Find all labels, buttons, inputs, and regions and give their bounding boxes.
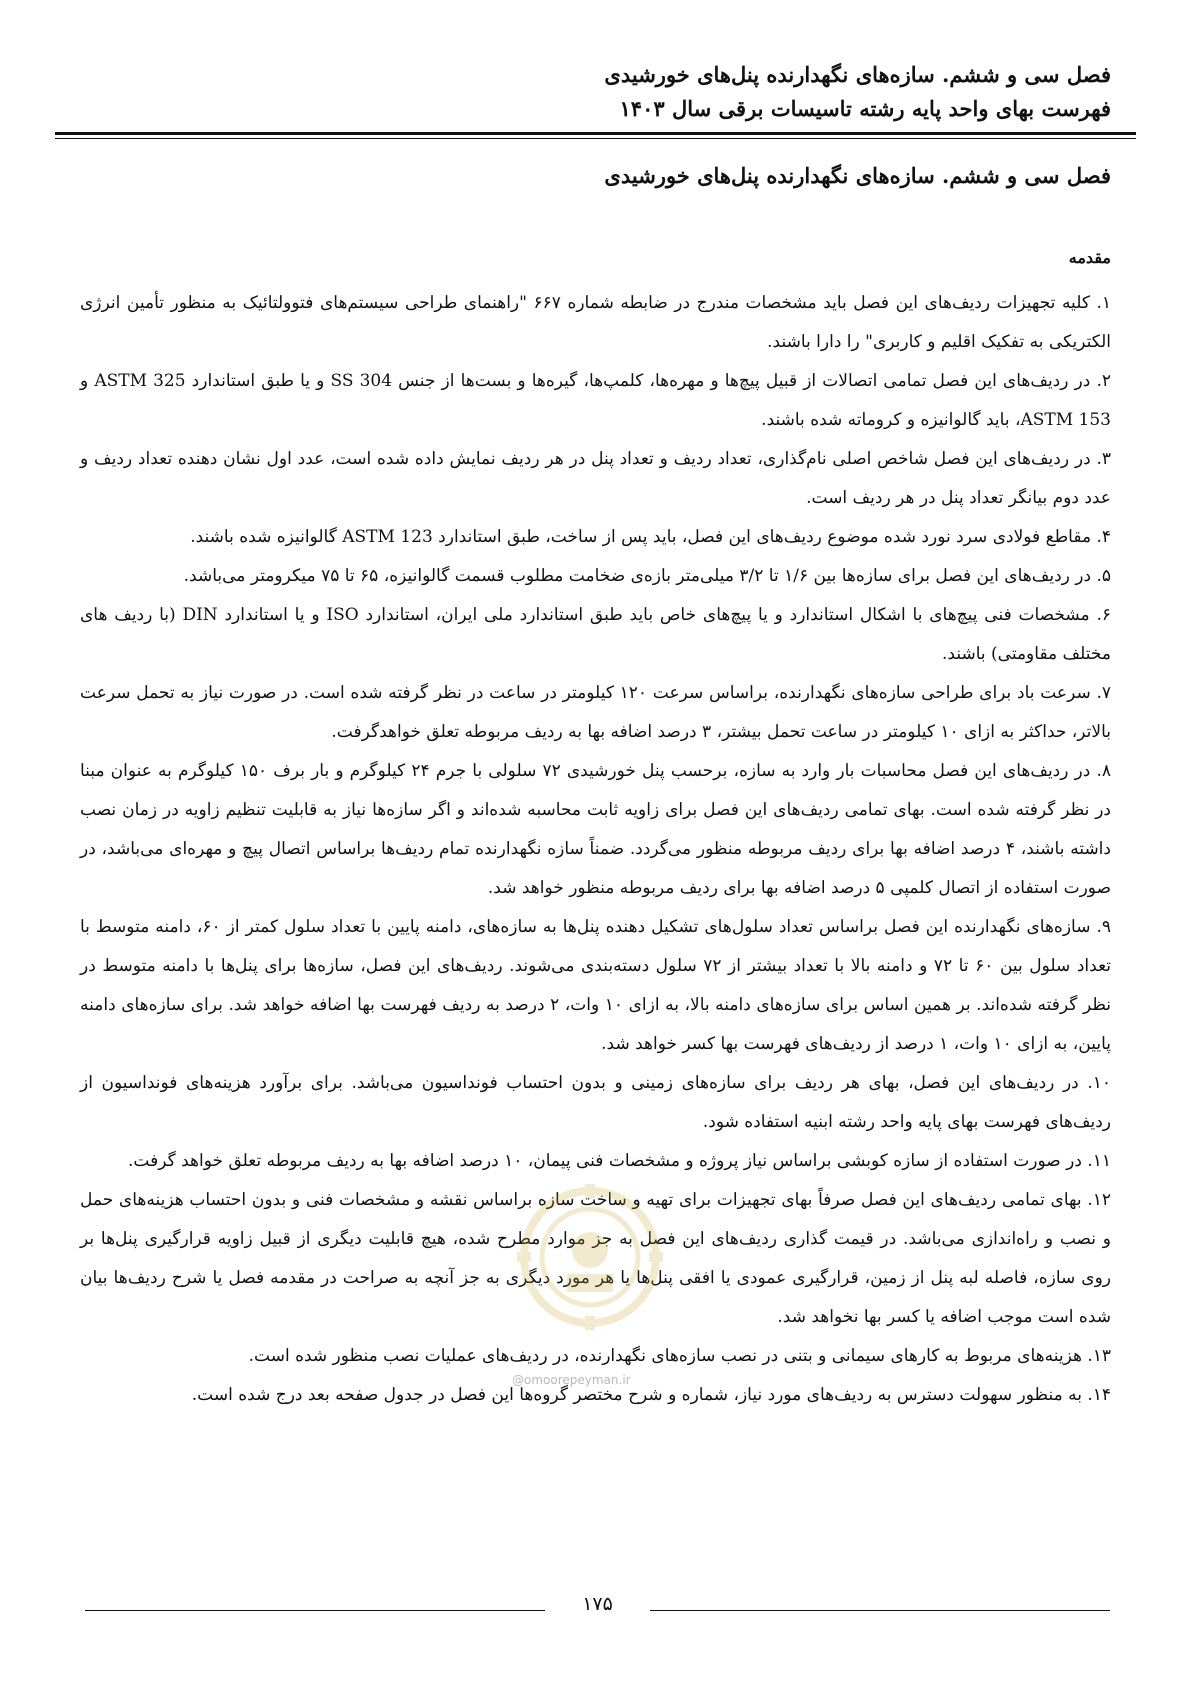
header-rule-thick	[55, 132, 1136, 135]
chapter-title: فصل سی و ششم. سازه‌های نگهدارنده پنل‌های خورشیدی	[604, 163, 1111, 188]
footer-rule-left	[85, 1610, 545, 1611]
paragraph-6: ۶. مشخصات فنی پیچ‌های با اشکال استاندارد و یا پیچ‌های خاص باید طبق استاندارد ملی ایران، استاندارد ISO و یا استاندارد DIN (با ردیف های مختلف مقاومتی) باشند.	[80, 605, 1111, 664]
header-book-line: فهرست بهای واحد پایه رشته تاسیسات برقی سال ۱۴۰۳	[619, 96, 1111, 121]
paragraph-12: ۱۲. بهای تمامی ردیف‌های این فصل صرفاً بهای تجهیزات برای تهیه و ساخت سازه براساس نقشه و مشخصات فنی و بدون احتساب هزینه‌های حمل و نصب و راه‌اندازی می‌باشد. در قیمت گذاری ردیف‌های این فصل به جز موارد مطرح شده، هیچ قابلیت دیگری از قبیل زاویه قرارگیری پنل‌ها بر روی سازه، فاصله لبه پنل از زمین، قرارگیری عمودی یا افقی پنل‌ها یا هر مورد دیگری به جز آنچه به صراحت در مقدمه فصل یا شرح ردیف‌ها بیان شده است موجب اضافه یا کسر بها نخواهد شد.	[80, 1190, 1111, 1327]
paragraph-2: ۲. در ردیف‌های این فصل تمامی اتصالات از قبیل پیچ‌ها و مهره‌ها، کلمپ‌ها، گیره‌ها و بست‌ها از جنس SS 304 و یا طبق استاندارد ASTM 325 و ASTM 153، باید گالوانیزه و کروماته شده باشند.	[80, 371, 1111, 430]
page-number: ۱۷۵	[582, 1593, 613, 1615]
body-content	[80, 284, 1111, 1415]
paragraph-5: ۵. در ردیف‌های این فصل برای سازه‌ها بین ۱/۶ تا ۳/۲ میلی‌متر بازه‌ی ضخامت مطلوب قسمت گالوانیزه، ۶۵ تا ۷۵ میکرومتر می‌باشد.	[183, 566, 1111, 586]
running-header	[79, 58, 1111, 126]
paragraph-14: ۱۴. به منظور سهولت دسترس به ردیف‌های مورد نیاز، شماره و شرح مختصر گروه‌ها این فصل در جدول صفحه بعد درج شده است.	[191, 1385, 1111, 1405]
paragraph-7: ۷. سرعت باد برای طراحی سازه‌های نگهدارنده، براساس سرعت ۱۲۰ کیلومتر در ساعت در نظر گرفته شده است. در صورت نیاز به تحمل سرعت بالاتر، حداکثر به ازای ۱۰ کیلومتر در ساعت تحمل بیشتر، ۳ درصد اضافه بها به ردیف مربوطه تعلق خواهدگرفت.	[80, 683, 1111, 742]
paragraph-13: ۱۳. هزینه‌های مربوط به کارهای سیمانی و بتنی در نصب سازه‌های نگهدارنده، در ردیف‌های عملیات نصب منظور شده است.	[248, 1346, 1111, 1366]
paragraph-8: ۸. در ردیف‌های این فصل محاسبات بار وارد به سازه، برحسب پنل خورشیدی ۷۲ سلولی با جرم ۲۴ کیلوگرم و بار برف ۱۵۰ کیلوگرم به عنوان مبنا در نظر گرفته شده است. بهای تمامی ردیف‌های این فصل برای زاویه ثابت محاسبه شده‌اند و اگر سازه‌ها نیاز به قابلیت تنظیم زاویه در زمان نصب داشته باشند، ۴ درصد اضافه بها برای ردیف مربوطه منظور می‌گردد. ضمناً سازه نگهدارنده تمام ردیف‌ها براساس اتصال پیچ و مهره‌ای می‌باشد، در صورت استفاده از اتصال کلمپی ۵ درصد اضافه بها برای ردیف مربوطه منظور خواهد شد.	[80, 761, 1111, 898]
header-chapter-line: فصل سی و ششم. سازه‌های نگهدارنده پنل‌های خورشیدی	[604, 62, 1111, 87]
paragraph-3: ۳. در ردیف‌های این فصل شاخص اصلی نام‌گذاری، تعداد ردیف و تعداد پنل در هر ردیف نمایش داده شده است، عدد اول نشان دهنده تعداد ردیف و عدد دوم بیانگر تعداد پنل در هر ردیف است.	[80, 449, 1111, 508]
header-rule-thin	[55, 138, 1136, 139]
watermark-text: @omoorepeyman.ir	[512, 1373, 631, 1387]
footer-rule-right	[650, 1610, 1110, 1611]
paragraph-10: ۱۰. در ردیف‌های این فصل، بهای هر ردیف برای سازه‌های زمینی و بدون احتساب فونداسیون می‌باشد. برای برآورد هزینه‌های فونداسیون از ردیف‌های فهرست بهای پایه واحد رشته ابنیه استفاده شود.	[80, 1073, 1111, 1132]
paragraph-4: ۴. مقاطع فولادی سرد نورد شده موضوع ردیف‌های این فصل، باید پس از ساخت، طبق استاندارد ASTM 123 گالوانیزه شده باشند.	[190, 527, 1111, 547]
paragraph-1: ۱. کلیه تجهیزات ردیف‌های این فصل باید مشخصات مندرج در ضابطه شماره ۶۶۷ "راهنمای طراحی سیستم‌های فتوولتائیک به منظور تأمین انرژی الکتریکی به تفکیک اقلیم و کاربری" را دارا باشند.	[80, 293, 1111, 352]
section-title: مقدمه	[1068, 248, 1111, 267]
paragraph-11: ۱۱. در صورت استفاده از سازه کوبشی براساس نیاز پروژه و مشخصات فنی پیمان، ۱۰ درصد اضافه بها به ردیف مربوطه تعلق خواهد گرفت.	[128, 1151, 1111, 1171]
paragraph-9: ۹. سازه‌های نگهدارنده این فصل براساس تعداد سلول‌های تشکیل دهنده پنل‌ها به سازه‌های، دامنه پایین با تعداد سلول کمتر از ۶۰، دامنه متوسط با تعداد سلول بین ۶۰ تا ۷۲ و دامنه بالا با تعداد بیشتر از ۷۲ سلول دسته‌بندی می‌شوند. ردیف‌های این فصل، سازه‌ها برای پنل‌ها با دامنه متوسط در نظر گرفته شده‌اند. بر همین اساس برای سازه‌های دامنه بالا، به ازای ۱۰ وات، ۲ درصد به ردیف فهرست بها اضافه خواهد شد. برای سازه‌های دامنه پایین، به ازای ۱۰ وات، ۱ درصد از ردیف‌های فهرست بها کسر خواهد شد.	[80, 917, 1112, 1054]
